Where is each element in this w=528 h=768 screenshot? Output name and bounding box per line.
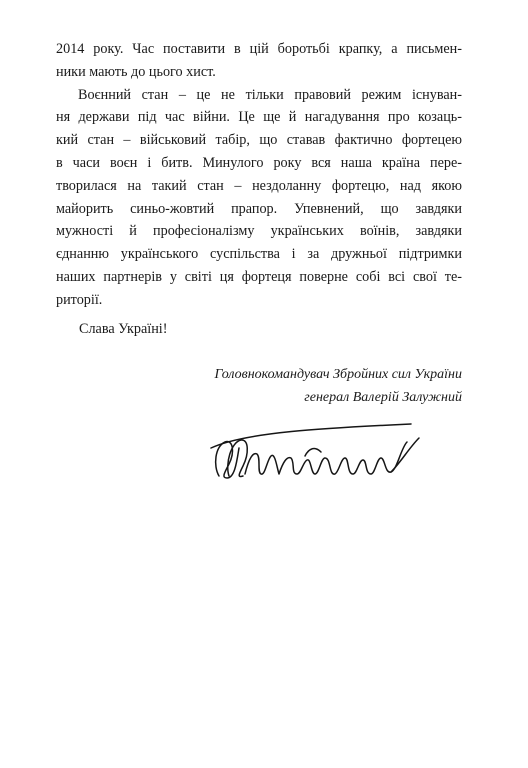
body-line: риторії. xyxy=(56,291,103,308)
body-line: мужності й професіоналізму українських воїнів, завдяки xyxy=(56,223,462,240)
body-line: наших партнерів у світі ця фортеця поверне собі всі свої те- xyxy=(56,268,462,285)
body-line: Воєнний стан – це не тільки правовий режим існуван- xyxy=(78,86,462,103)
body-line: в часи воєн і битв. Минулого року вся наша країна пере- xyxy=(56,154,462,171)
body-line: єднанню українського суспільства і за дружньої підтримки xyxy=(56,246,462,263)
signatory-name: генерал Валерій Залужний xyxy=(304,390,462,405)
signatory-block xyxy=(214,363,462,409)
signatory-position: Головнокомандувач Збройних сил України xyxy=(214,367,462,382)
body-text xyxy=(56,38,462,312)
body-line: ники мають до цього хист. xyxy=(56,63,216,80)
handwritten-signature xyxy=(205,418,431,488)
closing-greeting: Слава Україні! xyxy=(79,321,168,337)
body-line: кий стан – військовий табір, що ставав фактично фортецею xyxy=(56,132,462,149)
body-line: 2014 року. Час поставити в цій боротьбі крапку, а письмен- xyxy=(56,41,462,57)
body-line: майорить синьо-жовтий прапор. Упевнений, що завдяки xyxy=(56,200,462,217)
body-line: творилася на такий стан – нездоланну фортецю, над якою xyxy=(56,177,462,194)
body-line: ня держави під час війни. Це ще й нагадування про козаць- xyxy=(56,109,462,126)
